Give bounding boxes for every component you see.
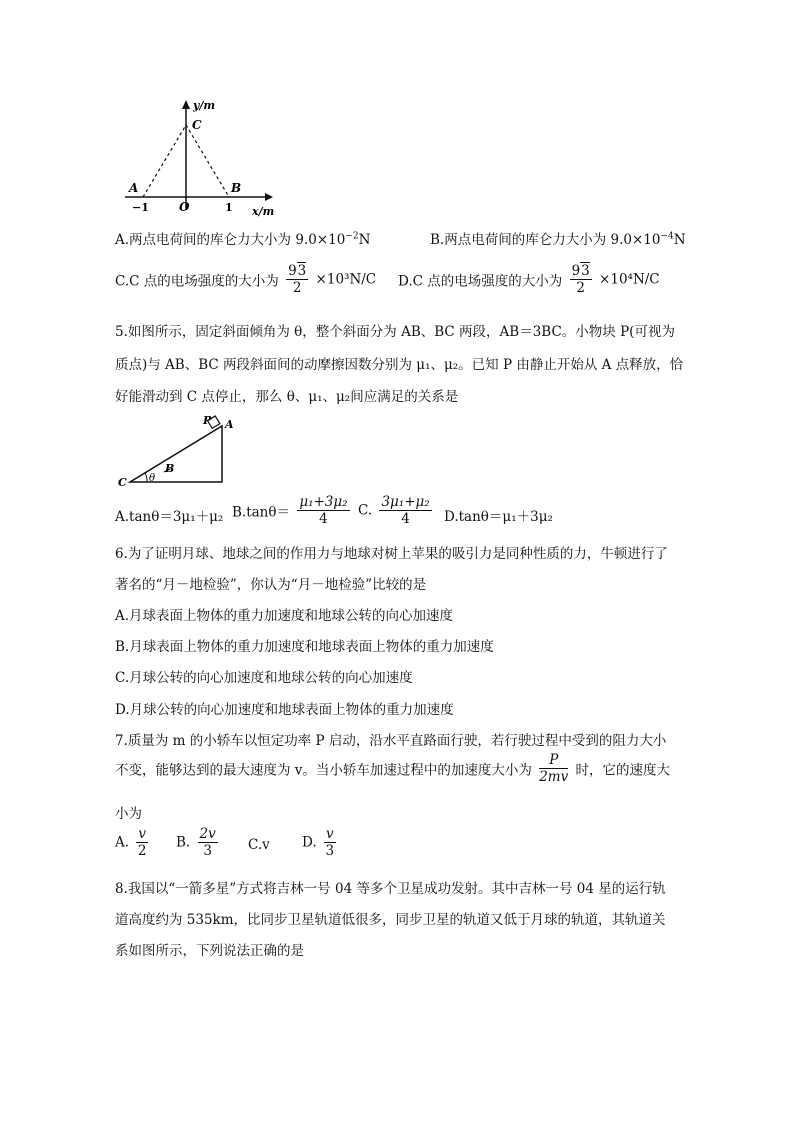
q5-option-a: A.tanθ＝3μ₁＋μ₂ <box>115 509 224 525</box>
q6-line-2: 著名的“月－地检验”，你认为“月－地检验”比较的是 <box>115 577 427 593</box>
origin-label: O <box>179 200 190 214</box>
incline-p-label: P <box>203 414 212 427</box>
q5-option-c: C. $\frac{\text{3μ₁+μ₂}}{4}$ <box>358 494 430 527</box>
q7-option-d: D. $\frac{v}{3}$ <box>302 826 335 859</box>
tick-neg1-label: −1 <box>132 201 149 214</box>
q5-option-d: D.tanθ＝μ₁＋3μ₂ <box>444 509 553 525</box>
q4-option-d: D.C 点的电场强度的大小为 $\frac{93}{2}$ ×10⁴N/C <box>398 263 660 296</box>
charge-position-diagram <box>115 95 285 220</box>
x-axis-label: x/m <box>252 205 275 218</box>
q6-option-d: D.月球公转的向心加速度和地球表面上物体的重力加速度 <box>115 702 454 718</box>
point-a-label: A <box>129 181 139 195</box>
q6-line-1: 6.为了证明月球、地球之间的作用力与地球对树上苹果的吸引力是同种性质的力，牛顿进行了 <box>115 546 668 562</box>
q4-option-c: C.C 点的电场强度的大小为 $\frac{93}{2}$ ×10³N/C <box>115 263 377 296</box>
q6-option-c: C.月球公转的向心加速度和地球公转的向心加速度 <box>115 670 413 686</box>
incline-b-label: B <box>165 462 175 475</box>
q8-line-1: 8.我国以“一箭多星”方式将吉林一号 04 等多个卫星成功发射。其中吉林一号 04 星的运行轨 <box>115 881 666 897</box>
q7-option-a: A. $\frac{v}{2}$ <box>115 826 147 859</box>
q7-line-2: 不变，能够达到的最大速度为 v。当小轿车加速过程中的加速度大小为 $\frac{P}{2mv}$ 时，它的速度大 <box>115 752 671 785</box>
incline-theta-label: θ <box>149 473 156 484</box>
tick-1-label: 1 <box>225 201 233 214</box>
q7-line-1: 7.质量为 m 的小轿车以恒定功率 P 启动，沿水平直路面行驶，若行驶过程中受到的阻力大小 <box>115 733 667 749</box>
incline-c-label: C <box>118 476 127 489</box>
q7-line-3: 小为 <box>115 806 142 822</box>
q5-option-b: B.tanθ＝ $\frac{\text{μ₁+3μ₂}}{4}$ <box>232 494 348 527</box>
q4-option-b: B.两点电荷间的库仑力大小为 $9.0\times 10^{-4}N$ <box>430 231 686 248</box>
q8-line-3: 系如图所示，下列说法正确的是 <box>115 943 304 959</box>
point-b-label: B <box>231 181 242 195</box>
q5-line-3: 好能滑动到 C 点停止，那么 θ、μ₁、μ₂间应满足的关系是 <box>115 389 459 405</box>
incline-diagram <box>115 412 235 492</box>
q7-option-b: B. $\frac{2v}{3}$ <box>176 826 216 859</box>
q5-line-1: 5.如图所示，固定斜面倾角为 θ，整个斜面分为 AB、BC 两段，AB＝3BC。小物块 P(可视为 <box>115 324 675 340</box>
q8-line-2: 道高度约为 535km，比同步卫星轨道低很多，同步卫星的轨道又低于月球的轨道，其轨道关 <box>115 912 666 928</box>
q5-line-2: 质点)与 AB、BC 两段斜面间的动摩擦因数分别为 μ₁、μ₂。已知 P 由静止开始从 A 点释放，恰 <box>115 357 684 373</box>
y-axis-label: y/m <box>193 99 216 112</box>
point-c-label: C <box>192 118 202 132</box>
q7-option-c: C.v <box>248 837 270 853</box>
q4-option-a: A.两点电荷间的库仑力大小为 $9.0\times 10^{-2}N$ <box>115 231 371 248</box>
q6-option-b: B.月球表面上物体的重力加速度和地球表面上物体的重力加速度 <box>115 639 494 655</box>
q6-option-a: A.月球表面上物体的重力加速度和地球公转的向心加速度 <box>115 608 454 624</box>
incline-a-label: A <box>225 418 234 431</box>
